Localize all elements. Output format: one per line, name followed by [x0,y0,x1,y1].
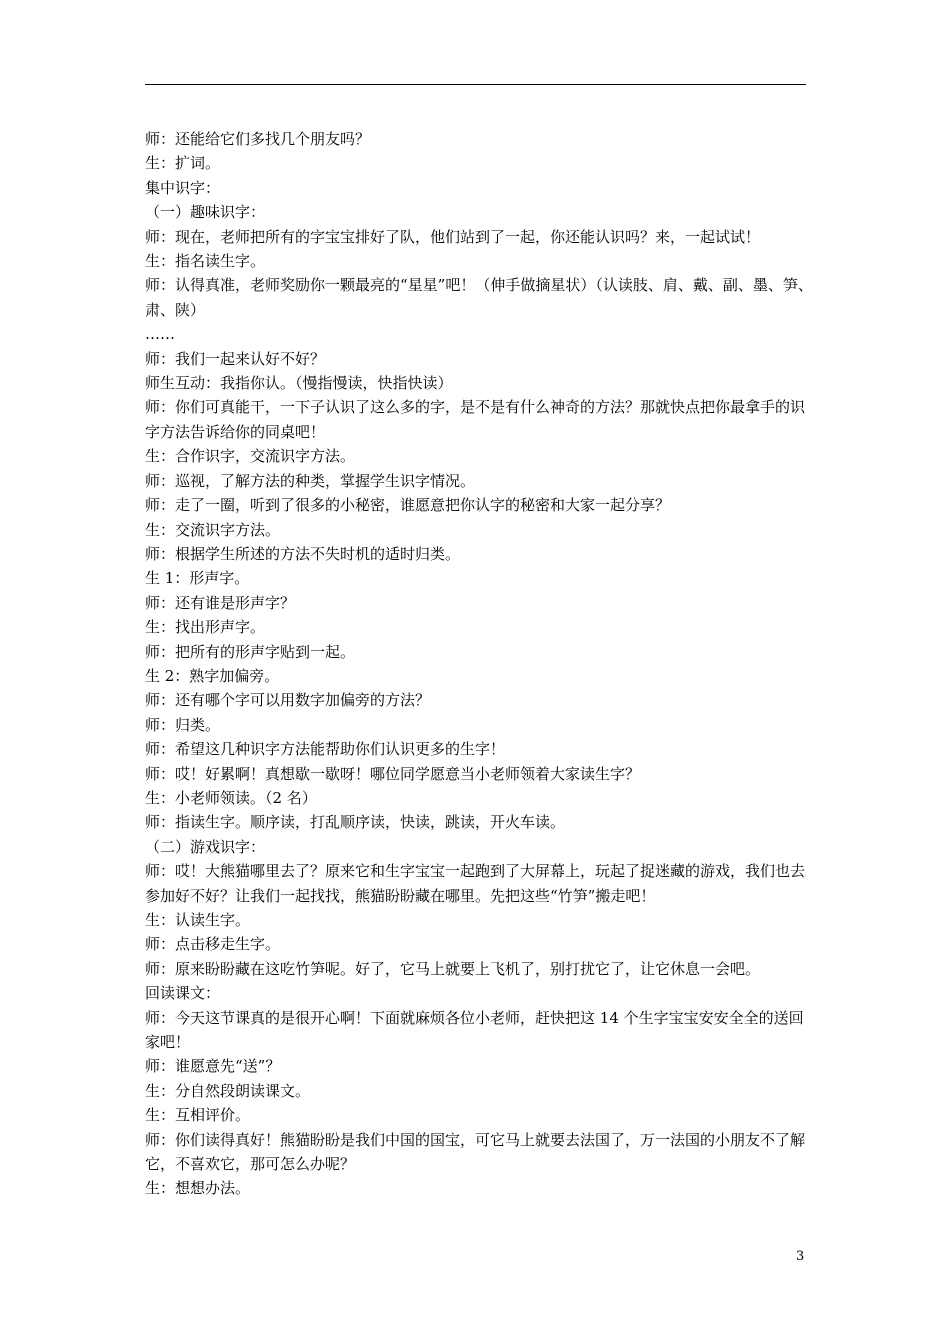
paragraph: 师：走了一圈，听到了很多的小秘密，谁愿意把你认字的秘密和大家一起分享？ [145,496,671,515]
paragraph: 师：把所有的形声字贴到一起。 [145,642,356,661]
paragraph: 师：现在，老师把所有的字宝宝排好了队，他们站到了一起，你还能认识吗？来，一起试试！ [145,227,761,246]
paragraph: 生：指名读生字。 [145,252,266,271]
paragraph: 生：扩词。 [145,154,221,173]
paragraph: 师：谁愿意先“送”？ [145,1057,281,1076]
paragraph: 师：根据学生所述的方法不失时机的适时归类。 [145,544,461,563]
paragraph: 师：哎！好累啊！真想歇一歇呀！哪位同学愿意当小老师领着大家读生字？ [145,764,641,783]
paragraph: 生：分自然段朗读课文。 [145,1081,311,1100]
paragraph: 师：点击移走生字。 [145,935,281,954]
paragraph: 生：互相评价。 [145,1106,251,1125]
paragraph: 生：想想办法。 [145,1179,251,1198]
paragraph: 生：找出形声字。 [145,618,266,637]
document-body [145,127,817,1201]
paragraph: 师：还有哪个字可以用数字加偏旁的方法？ [145,691,431,710]
paragraph: 师：今天这节课真的是很开心啊！下面就麻烦各位小老师，赶快把这 14 个生字宝宝安安全全的送回家吧！ [145,1008,804,1052]
paragraph: 师：你们读得真好！熊猫盼盼是我们中国的国宝，可它马上就要去法国了，万一法国的小朋友不了解它，不喜欢它，那可怎么办呢？ [145,1130,806,1174]
paragraph: 生：合作识字，交流识字方法。 [145,447,356,466]
paragraph: 生 2：熟字加偏旁。 [145,666,280,685]
paragraph: （一）趣味识字： [145,203,266,222]
paragraph: 师：巡视，了解方法的种类，掌握学生识字情况。 [145,471,476,490]
paragraph: 师：我们一起来认好不好？ [145,349,326,368]
paragraph: 师：哎！大熊猫哪里去了？原来它和生字宝宝一起跑到了大屏幕上，玩起了捉迷藏的游戏，我们也去参加好不好？让我们一起找找，熊猫盼盼藏在哪里。先把这些“竹笋”搬走吧！ [145,862,806,905]
paragraph: 师：认得真准，老师奖励你一颗最亮的“星星”吧！（伸手做摘星状）（认读肢、肩、戴、副、墨、笋、肃、陕） [145,276,813,319]
paragraph: 师：还有谁是形声字？ [145,593,296,612]
paragraph: （二）游戏识字： [145,837,266,856]
paragraph: 生：交流识字方法。 [145,520,281,539]
paragraph: 师：原来盼盼藏在这吃竹笋呢。好了，它马上就要上飞机了，别打扰它了，让它休息一会吧。 [145,959,761,978]
paragraph: 回读课文： [145,984,221,1003]
paragraph: 师：希望这几种识字方法能帮助你们认识更多的生字！ [145,740,506,759]
paragraph: 师：你们可真能干，一下子认识了这么多的字，是不是有什么神奇的方法？那就快点把你最拿手的识字方法告诉给你的同桌吧！ [145,398,806,441]
paragraph: 师：归类。 [145,715,221,734]
paragraph: 生 1：形声字。 [145,569,250,588]
paragraph: …… [145,325,175,344]
page-number: 3 [796,1249,805,1264]
paragraph: 生：小老师领读。（2 名） [145,788,317,807]
header-rule [145,84,806,85]
paragraph: 师：还能给它们多找几个朋友吗？ [145,130,371,148]
paragraph: 集中识字： [145,178,221,197]
paragraph: 师：指读生字。顺序读，打乱顺序读，快读，跳读，开火车读。 [145,813,566,832]
paragraph: 师生互动：我指你认。（慢指慢读，快指快读） [145,374,453,393]
paragraph: 生：认读生字。 [145,911,251,929]
